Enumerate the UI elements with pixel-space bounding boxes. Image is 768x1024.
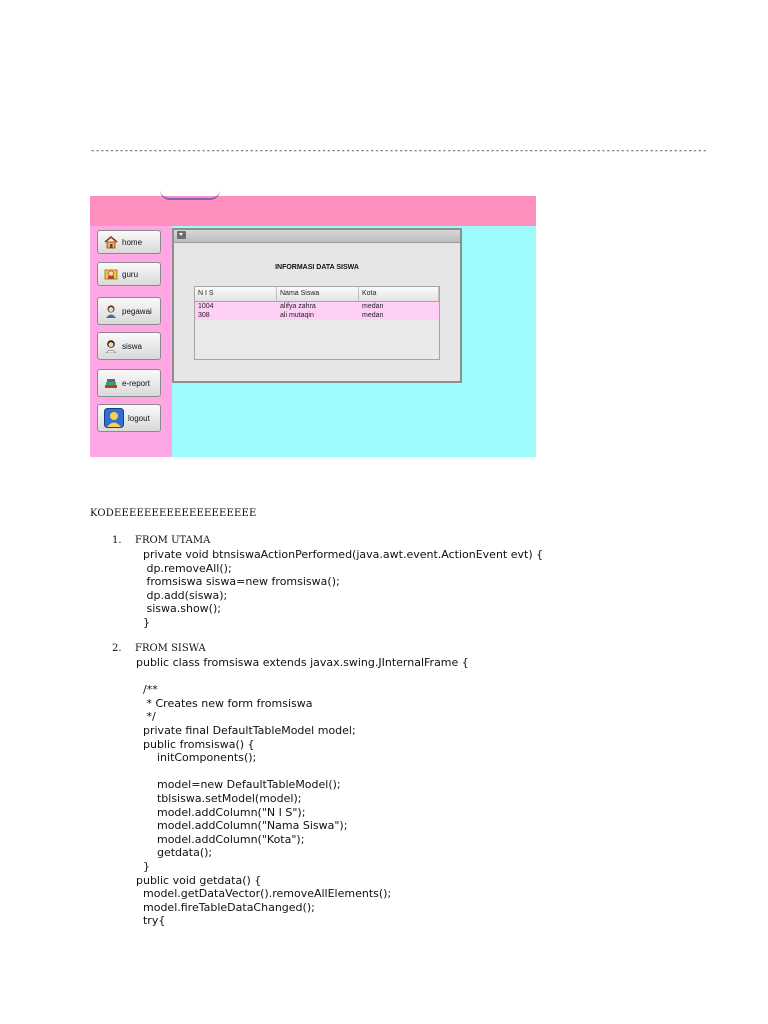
column-header[interactable]: Nama Siswa [277,287,359,301]
cell-kota: medan [362,303,384,310]
logout-button[interactable] [97,404,161,432]
home-label: home [122,237,143,247]
house-icon [104,235,118,249]
guru-button[interactable] [97,262,161,286]
siswa-table[interactable] [194,286,440,360]
dashed-divider: -------------------------------------------------------------------------------------------------------------------------------- [90,146,707,156]
table-header [195,287,439,302]
column-header[interactable]: N I S [195,287,277,301]
item-number: 2. [112,643,122,654]
books-icon [104,376,118,390]
list-item [90,643,690,943]
e-report-label: e-report [122,378,151,388]
app-screenshot [90,196,536,457]
app-header [90,196,536,226]
column-header[interactable]: Kota [359,287,439,301]
item-heading: FROM UTAMA [135,535,211,546]
app-sidebar [90,226,172,457]
table-row[interactable] [195,311,439,320]
siswa-button[interactable] [97,332,161,360]
guru-label: guru [122,269,139,279]
item-number: 1. [112,535,122,546]
cell-nama: alifya zahra [280,303,316,310]
teacher-icon [104,267,118,281]
home-button[interactable] [97,230,161,254]
code-section-heading: KODEEEEEEEEEEEEEEEEEEE [90,508,257,519]
internal-frame [172,228,462,383]
frame-heading: INFORMASI DATA SISWA [275,264,359,271]
cell-nis: 1004 [198,303,214,310]
list-item [90,535,690,635]
frame-titlebar[interactable] [174,230,460,243]
frame-menu-icon[interactable] [177,231,186,239]
logo-arc [160,190,220,200]
cell-nis: 308 [198,312,210,319]
table-row[interactable] [195,302,439,311]
e-report-button[interactable] [97,369,161,397]
logout-label: logout [128,413,150,423]
siswa-label: siswa [122,341,143,351]
cell-kota: medan [362,312,384,319]
code-block: private void btnsiswaActionPerformed(java.awt.event.ActionEvent evt) { dp.removeAll(); fromsiswa siswa=new fromsiswa(); dp.add(siswa); siswa.show(); } [142,548,544,629]
item-heading: FROM SISWA [135,643,206,654]
code-block: public class fromsiswa extends javax.swing.JInternalFrame { /** * Creates new form fromsiswa */ private final DefaultTableModel model; public fromsiswa() { initComponents(); model=new DefaultTableModel(); tblsiswa.setModel(model); model.addColumn("N I S"); model.addColumn("Nama Siswa"); model.addColumn("Kota"); getdata(); } public void getdata() { model.getDataVector().removeAllElements(); model.fireTableDataChanged(); try{ [136,656,469,928]
student-icon [104,339,118,353]
pegawai-label: pegawai [122,306,152,316]
cell-nama: ali mutaqin [280,312,314,319]
logout-user-icon [104,408,124,428]
pegawai-button[interactable] [97,297,161,325]
employee-icon [104,304,118,318]
